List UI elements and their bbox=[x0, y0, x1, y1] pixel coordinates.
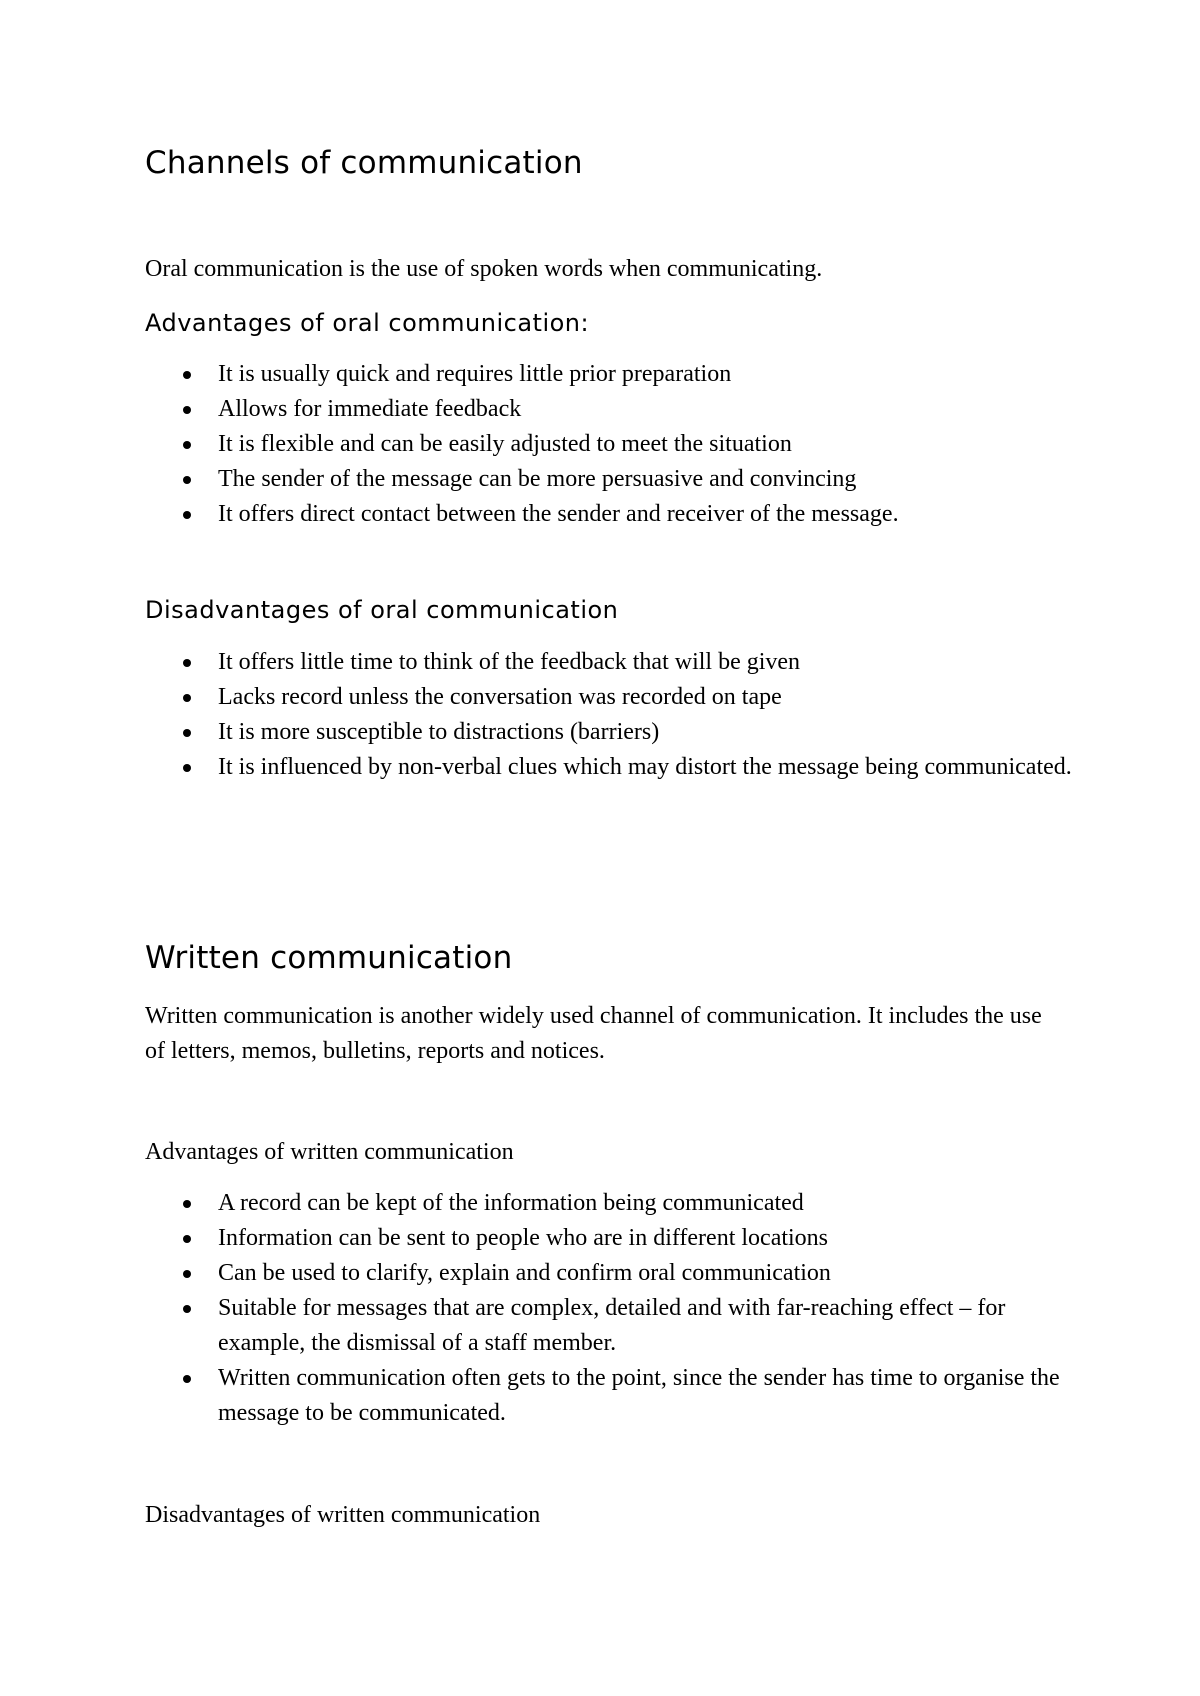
oral-disadvantages-heading: Disadvantages of oral communication bbox=[145, 596, 619, 624]
list-item bbox=[145, 1361, 1085, 1431]
bullet-icon bbox=[183, 441, 191, 449]
list-item bbox=[145, 357, 1085, 392]
bullet-icon bbox=[183, 659, 191, 667]
list-item-text: A record can be kept of the information being communicated bbox=[218, 1190, 804, 1216]
bullet-icon bbox=[183, 406, 191, 414]
list-item bbox=[145, 1221, 1085, 1256]
list-item bbox=[145, 392, 1085, 427]
list-item-text: It is flexible and can be easily adjusted to meet the situation bbox=[218, 431, 792, 457]
bullet-icon bbox=[183, 729, 191, 737]
list-item-text: It is usually quick and requires little prior preparation bbox=[218, 361, 732, 387]
written-advantages-list bbox=[145, 1186, 1085, 1431]
bullet-icon bbox=[183, 1375, 191, 1383]
list-item-text: It offers direct contact between the sender and receiver of the message. bbox=[218, 501, 899, 527]
bullet-icon bbox=[183, 694, 191, 702]
page-title: Channels of communication bbox=[145, 145, 583, 181]
bullet-icon bbox=[183, 511, 191, 519]
bullet-icon bbox=[183, 1235, 191, 1243]
written-heading: Written communication bbox=[145, 940, 513, 976]
bullet-icon bbox=[183, 764, 191, 772]
list-item bbox=[145, 497, 1085, 532]
oral-advantages-heading: Advantages of oral communication: bbox=[145, 309, 590, 337]
list-item-text: Can be used to clarify, explain and confirm oral communication bbox=[218, 1260, 831, 1286]
list-item-text: Information can be sent to people who are in different locations bbox=[218, 1225, 829, 1251]
oral-disadvantages-list bbox=[145, 645, 1085, 785]
list-item-text: It is more susceptible to distractions (barriers) bbox=[218, 719, 660, 745]
bullet-icon bbox=[183, 1200, 191, 1208]
oral-advantages-list bbox=[145, 357, 1085, 532]
list-item bbox=[145, 715, 1085, 750]
oral-intro: Oral communication is the use of spoken words when communicating. bbox=[145, 256, 823, 282]
bullet-icon bbox=[183, 371, 191, 379]
bullet-icon bbox=[183, 1270, 191, 1278]
list-item bbox=[145, 462, 1085, 497]
bullet-icon bbox=[183, 1305, 191, 1313]
list-item bbox=[145, 1256, 1085, 1291]
list-item bbox=[145, 1291, 1085, 1361]
list-item-text: Suitable for messages that are complex, detailed and with far-reaching effect – for example, the dismissal of a staff member. bbox=[218, 1295, 1006, 1356]
list-item-text: Written communication often gets to the point, since the sender has time to organise the message to be communicated. bbox=[218, 1365, 1060, 1426]
list-item-text: Lacks record unless the conversation was recorded on tape bbox=[218, 684, 782, 710]
list-item bbox=[145, 680, 1085, 715]
list-item-text: Allows for immediate feedback bbox=[218, 396, 522, 422]
list-item bbox=[145, 750, 1085, 785]
bullet-icon bbox=[183, 476, 191, 484]
written-disadvantages-heading: Disadvantages of written communication bbox=[145, 1502, 541, 1528]
list-item-text: The sender of the message can be more persuasive and convincing bbox=[218, 466, 857, 492]
list-item bbox=[145, 645, 1085, 680]
written-advantages-heading: Advantages of written communication bbox=[145, 1139, 514, 1165]
list-item-text: It offers little time to think of the feedback that will be given bbox=[218, 649, 801, 675]
list-item bbox=[145, 1186, 1085, 1221]
written-intro: Written communication is another widely used channel of communication. It includes the use of letters, memos, bulletins, reports and notices. bbox=[145, 1003, 1042, 1064]
list-item-text: It is influenced by non-verbal clues which may distort the message being communicated. bbox=[218, 754, 1072, 780]
list-item bbox=[145, 427, 1085, 462]
